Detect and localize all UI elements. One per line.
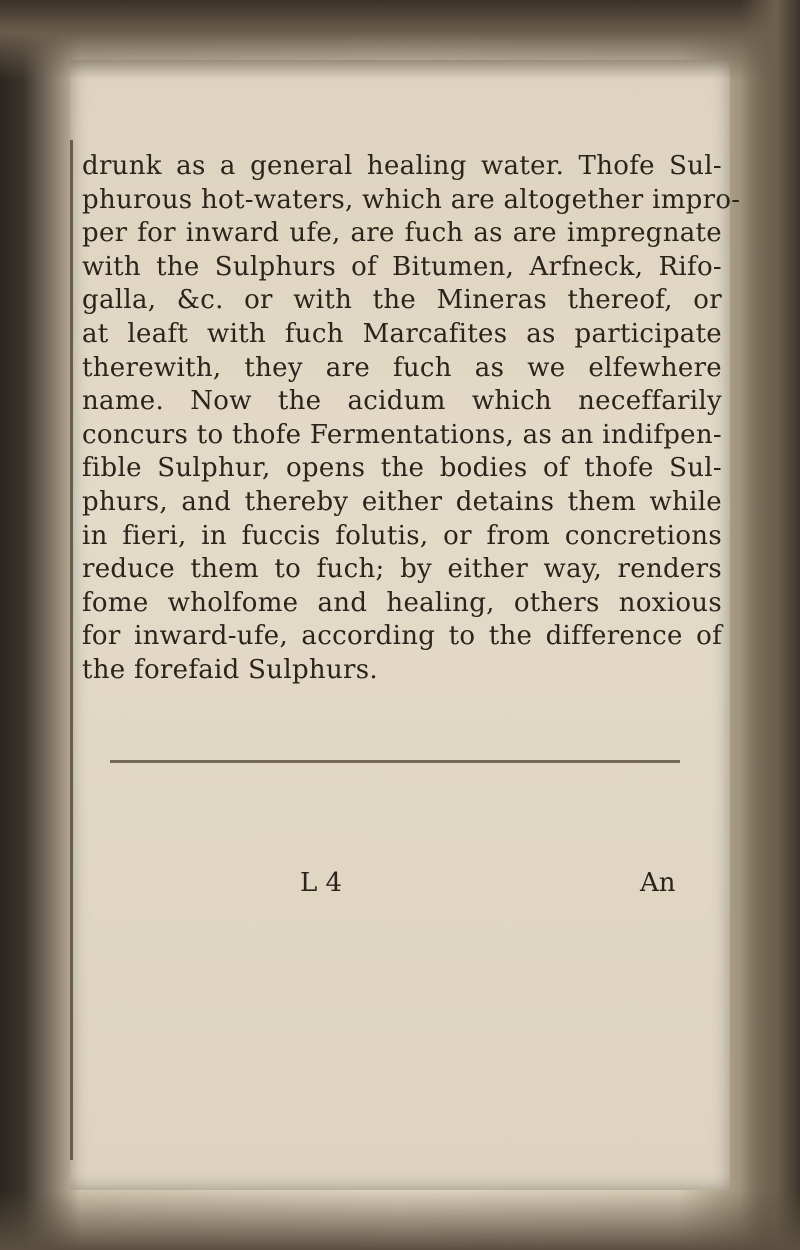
body-text [82, 150, 741, 688]
text-line: phurs, and thereby either detains them while [82, 486, 722, 517]
left-margin-rule [70, 140, 73, 1160]
text-line: the forefaid Sulphurs. [82, 654, 378, 685]
text-line: concurs to thofe Fermentations, as an indifpen- [82, 419, 722, 450]
text-line: in fieri, in fuccis folutis, or from concretions [82, 520, 722, 551]
text-line: per for inward ufe, are fuch as are impregnate [82, 218, 722, 249]
text-line: fome wholfome and healing, others noxious [82, 587, 722, 618]
bottom-page-edge [0, 1190, 800, 1250]
catchword: An [640, 868, 676, 898]
signature-mark: L 4 [300, 868, 343, 898]
text-line: name. Now the acidum which neceffarily [82, 386, 722, 417]
text-line: reduce them to fuch; by either way, renders [82, 554, 722, 585]
text-line: therewith, they are fuch as we elfewhere [82, 352, 722, 383]
text-line: at leaft with fuch Marcafites as participate [82, 318, 722, 349]
text-line: phurous hot-waters, which are altogether impro- [82, 184, 741, 215]
text-line: galla, &c. or with the Mineras thereof, or [82, 285, 722, 316]
text-line: for inward-ufe, according to the difference of [82, 621, 722, 652]
text-line: fible Sulphur, opens the bodies of thofe Sul- [82, 453, 722, 484]
right-page-edge [740, 0, 800, 1250]
text-line: drunk as a general healing water. Thofe Sul- [82, 151, 722, 181]
top-page-edge [0, 0, 800, 80]
horizontal-rule [110, 760, 680, 763]
text-line: with the Sulphurs of Bitumen, Arfneck, Rifo- [82, 251, 722, 282]
